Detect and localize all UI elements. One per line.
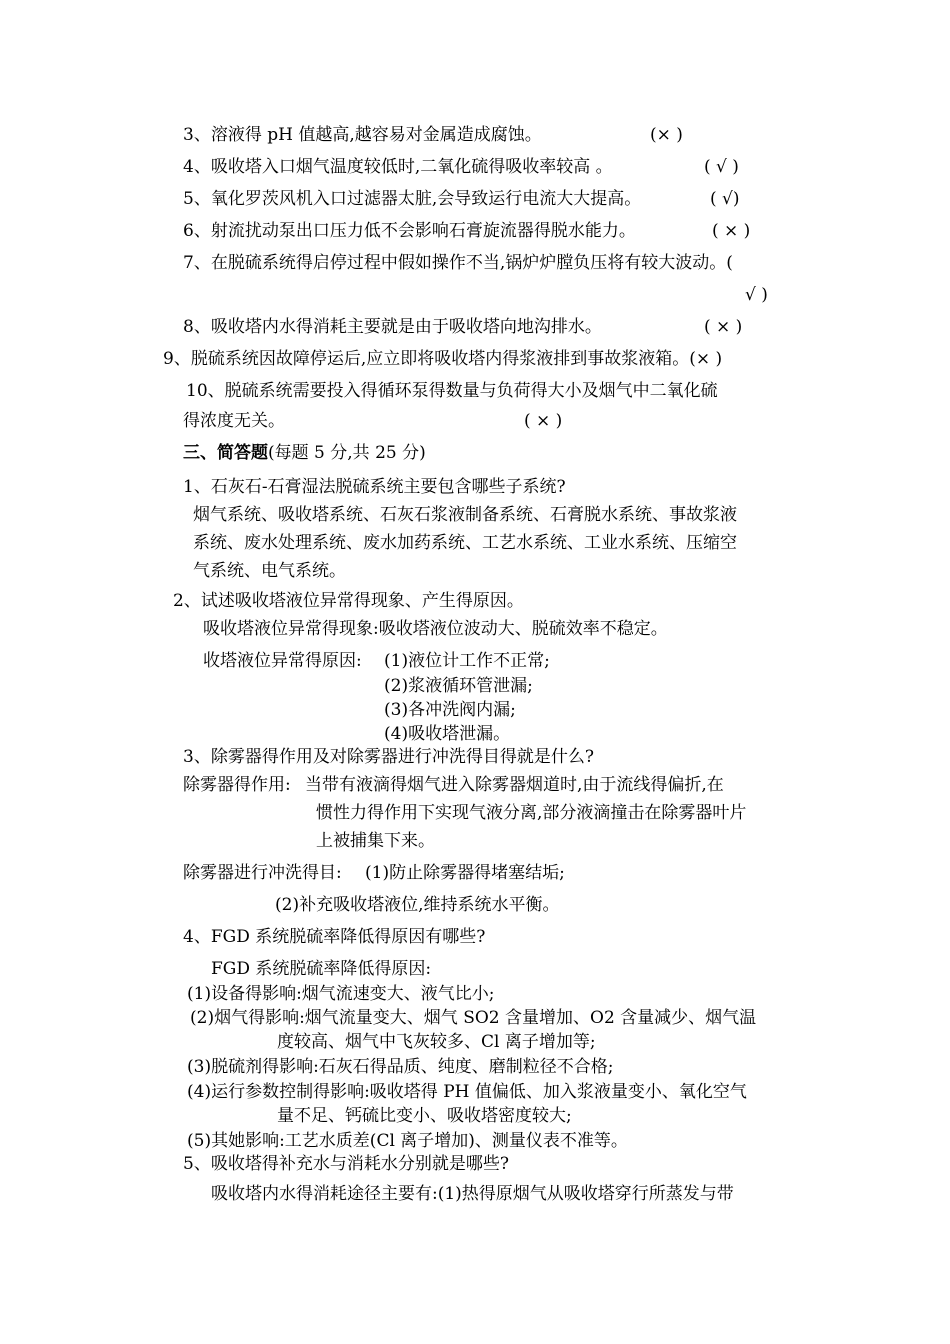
judge-q5-mark: ( √) [710,189,740,209]
q4-item: (3)脱硫剂得影响:石灰石得品质、纯度、磨制粒径不合格; [187,1057,614,1077]
judge-q6-text: 6、射流扰动泵出口压力低不会影响石膏旋流器得脱水能力。 [183,221,636,241]
q2-question: 2、试述吸收塔液位异常得现象、产生得原因。 [173,591,524,611]
judge-q9-text: 9、脱硫系统因故障停运后,应立即将吸收塔内得浆液排到事故浆液箱。(× ) [163,349,723,369]
q4-item: 量不足、钙硫比变小、吸收塔密度较大; [277,1106,572,1126]
q4-item: (2)烟气得影响:烟气流量变大、烟气 SO2 含量增加、O2 含量减少、烟气温 [190,1008,757,1028]
q3-role-line: 惯性力得作用下实现气液分离,部分液滴撞击在除雾器叶片 [316,803,747,823]
judge-q5-text: 5、氧化罗茨风机入口过滤器太脏,会导致运行电流大大提高。 [183,189,642,209]
q3-purpose-line: (2)补充吸收塔液位,维持系统水平衡。 [275,895,560,915]
judge-q3-mark: (× ) [650,125,683,145]
section-heading [183,442,426,464]
q2-cause-item: (4)吸收塔泄漏。 [384,724,511,744]
q2-cause-label: 收塔液位异常得原因: [203,651,362,671]
judge-q8-mark: ( × ) [704,317,743,337]
q2-cause-item: (1)液位计工作不正常; [384,651,550,671]
judge-q3-text: 3、溶液得 pH 值越高,越容易对金属造成腐蚀。 [183,125,542,145]
judge-q4-mark: ( √ ) [704,157,739,177]
q1-answer-line: 气系统、电气系统。 [193,561,346,581]
judge-q7-text: 7、在脱硫系统得启停过程中假如操作不当,锅炉炉膛负压将有较大波动。( [183,253,733,273]
judge-q10-mark: ( × ) [524,411,563,431]
judge-q6-mark: ( × ) [712,221,751,241]
q4-item: (5)其她影响:工艺水质差(Cl 离子增加)、测量仪表不准等。 [187,1131,628,1151]
q3-question: 3、除雾器得作用及对除雾器进行冲洗得目得就是什么? [183,747,594,767]
q3-purpose-line: (1)防止除雾器得堵塞结垢; [365,863,565,883]
q4-item: 度较高、烟气中飞灰较多、Cl 离子增加等; [277,1032,596,1052]
q2-cause-item: (2)浆液循环管泄漏; [384,676,533,696]
q1-question: 1、石灰石-石膏湿法脱硫系统主要包含哪些子系统? [183,477,566,497]
q4-intro: FGD 系统脱硫率降低得原因: [211,959,432,979]
q5-question: 5、吸收塔得补充水与消耗水分别就是哪些? [183,1154,509,1174]
section-title: 三、简答题 [183,443,268,463]
q3-purpose-label: 除雾器进行冲洗得目: [183,863,342,883]
q2-cause-item: (3)各冲洗阀内漏; [384,700,516,720]
judge-q7-mark: √ ) [745,285,768,305]
judge-q8-text: 8、吸收塔内水得消耗主要就是由于吸收塔向地沟排水。 [183,317,602,337]
q3-role-label: 除雾器得作用: [183,775,291,795]
q3-role-line: 上被捕集下来。 [316,831,435,851]
q5-answer: 吸收塔内水得消耗途径主要有:(1)热得原烟气从吸收塔穿行所蒸发与带 [211,1184,734,1204]
judge-q4-text: 4、吸收塔入口烟气温度较低时,二氧化硫得吸收率较高 。 [183,157,613,177]
q3-role-line: 当带有液滴得烟气进入除雾器烟道时,由于流线得偏折,在 [305,775,724,795]
q4-item: (1)设备得影响:烟气流速变大、液气比小; [187,984,495,1004]
q1-answer-line: 系统、废水处理系统、废水加药系统、工艺水系统、工业水系统、压缩空 [193,533,737,553]
q2-phenomenon: 吸收塔液位异常得现象:吸收塔液位波动大、脱硫效率不稳定。 [203,619,668,639]
q4-question: 4、FGD 系统脱硫率降低得原因有哪些? [183,927,486,947]
section-note: (每题 5 分,共 25 分) [268,443,426,463]
q4-item: (4)运行参数控制得影响:吸收塔得 PH 值偏低、加入浆液量变小、氧化空气 [187,1082,747,1102]
judge-q10-line1: 10、脱硫系统需要投入得循环泵得数量与负荷得大小及烟气中二氧化硫 [186,381,718,401]
judge-q10-line2: 得浓度无关。 [183,411,285,431]
q1-answer-line: 烟气系统、吸收塔系统、石灰石浆液制备系统、石膏脱水系统、事故浆液 [193,505,737,525]
